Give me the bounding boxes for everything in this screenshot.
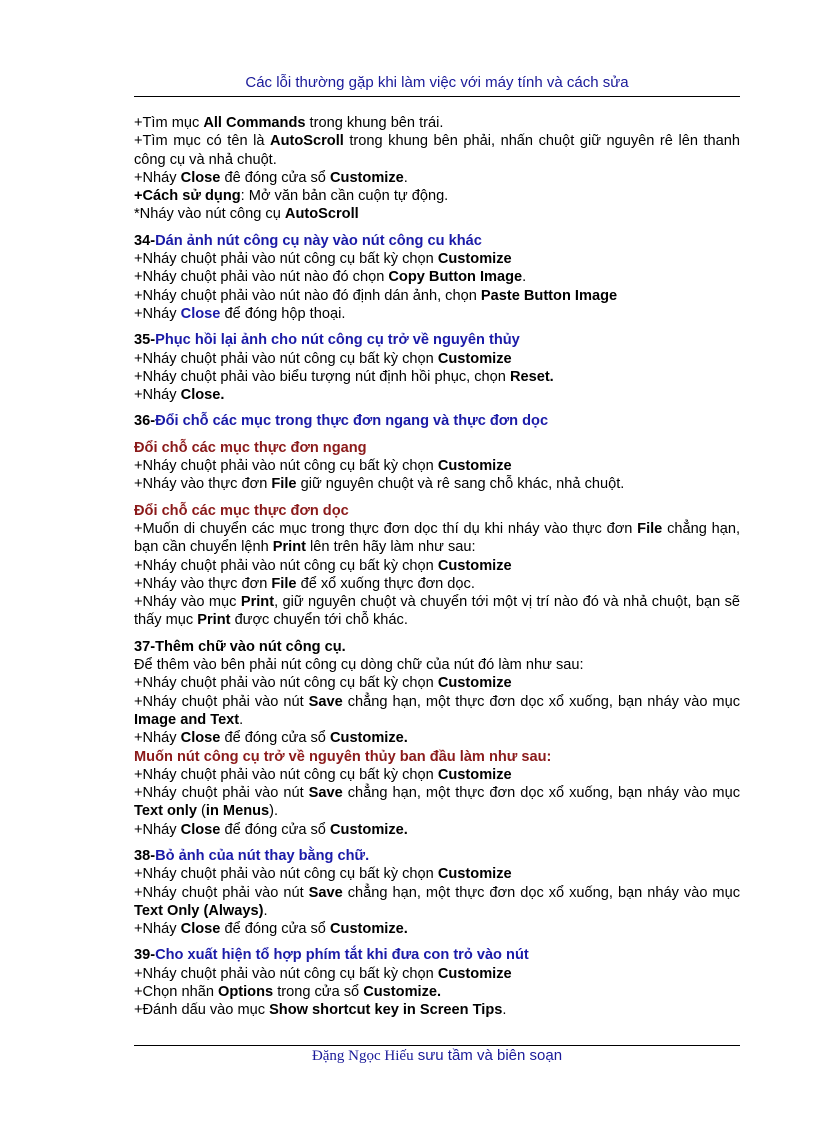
paragraph: +Nháy chuột phải vào biểu tượng nút định hồi phục, chọn Reset. [134, 368, 554, 385]
header-divider [134, 96, 740, 97]
paragraph: +Nháy chuột phải vào nút nào đó chọn Copy Button Image. [134, 269, 527, 286]
paragraph: +Nháy chuột phải vào nút công cụ bất kỳ chọn Customize [134, 458, 512, 475]
paragraph: +Tìm mục All Commands trong khung bên trái. [134, 115, 444, 131]
paragraph: +Nháy Close. [134, 387, 225, 404]
paragraph: +Cách sử dụng: Mở văn bản cần cuộn tự động. [134, 188, 449, 205]
paragraph: +Nháy chuột phải vào nút Save chẳng hạn, một thực đơn dọc xổ xuống, bạn nháy vào mục Image and Text. [134, 693, 740, 728]
paragraph: +Chọn nhãn Options trong cửa sổ Customize. [134, 984, 442, 1001]
paragraph: +Nháy Close để đóng cửa sổ Customize. [134, 821, 408, 838]
subheading: Đổi chỗ các mục thực đơn dọc [134, 502, 349, 519]
page-footer [134, 1047, 740, 1065]
paragraph: +Nháy chuột phải vào nút công cụ bất kỳ chọn Customize [134, 251, 512, 268]
paragraph: +Nháy chuột phải vào nút công cụ bất kỳ chọn Customize [134, 675, 512, 692]
document-body [134, 114, 740, 1020]
paragraph: +Nháy chuột phải vào nút Save chẳng hạn, một thực đơn dọc xổ xuống, bạn nháy vào mục Text only (in Menus). [134, 785, 740, 820]
footer-divider [134, 1045, 740, 1046]
paragraph: +Tìm mục có tên là AutoScroll trong khung bên phải, nhấn chuột giữ nguyên rê lên thanh công cụ và nhả chuột. [134, 133, 741, 168]
paragraph: +Nháy Close để đóng cửa sổ Customize. [134, 730, 408, 747]
paragraph: +Nháy chuột phải vào nút công cụ bất kỳ chọn Customize [134, 350, 512, 367]
paragraph: *Nháy vào nút công cụ AutoScroll [134, 206, 359, 223]
paragraph: +Nháy chuột phải vào nút Save chẳng hạn, một thực đơn dọc xổ xuống, bạn nháy vào mục Text Only (Always). [134, 884, 740, 919]
paragraph: +Nháy chuột phải vào nút công cụ bất kỳ chọn Customize [134, 965, 512, 982]
paragraph: Để thêm vào bên phải nút công cụ dòng chữ của nút đó làm như sau: [134, 657, 584, 674]
paragraph: +Nháy Close để đóng cửa sổ Customize. [134, 921, 408, 938]
paragraph: +Nháy vào mục Print, giữ nguyên chuột và chuyển tới một vị trí nào đó và nhả chuột, bạn sẽ thấy mục Print được chuyển tới chỗ khác. [134, 594, 740, 629]
paragraph: +Muốn di chuyển các mục trong thực đơn dọc thí dụ khi nháy vào thực đơn File chẳng hạn, bạn cần chuyển lệnh Print lên trên hãy làm như sau: [134, 520, 740, 556]
footer-note: sưu tầm và biên soạn [417, 1047, 563, 1064]
paragraph: +Nháy Close để đóng hộp thoại. [134, 305, 346, 322]
subheading: Muốn nút công cụ trở về nguyên thủy ban đầu làm như sau: [134, 748, 552, 765]
section-heading-35: 35-Phục hồi lại ảnh cho nút công cụ trở về nguyên thủy [134, 332, 520, 349]
paragraph: +Nháy vào thực đơn File giữ nguyên chuột và rê sang chỗ khác, nhả chuột. [134, 476, 625, 493]
section-heading-36: 36-Đổi chỗ các mục trong thực đơn ngang và thực đơn dọc [134, 413, 549, 430]
section-heading-37: 37-Thêm chữ vào nút công cụ. [134, 638, 346, 655]
footer-author: Đặng Ngọc Hiếu [311, 1048, 414, 1064]
paragraph: +Nháy Close đê đóng cửa sổ Customize. [134, 169, 408, 186]
paragraph: +Đánh dấu vào mục Show shortcut key in Screen Tips. [134, 1002, 507, 1019]
paragraph: +Nháy vào thực đơn File để xổ xuống thực đơn dọc. [134, 575, 475, 592]
paragraph: +Nháy chuột phải vào nút nào đó định dán ảnh, chọn Paste Button Image [134, 287, 618, 304]
section-heading-39: 39-Cho xuất hiện tổ hợp phím tắt khi đưa con trỏ vào nút [134, 947, 529, 964]
paragraph: +Nháy chuột phải vào nút công cụ bất kỳ chọn Customize [134, 866, 512, 883]
paragraph: +Nháy chuột phải vào nút công cụ bất kỳ chọn Customize [134, 557, 512, 574]
section-heading-34: 34-Dán ảnh nút công cụ này vào nút công cu khác [134, 232, 482, 249]
subheading: Đổi chỗ các mục thực đơn ngang [134, 439, 367, 456]
paragraph: +Nháy chuột phải vào nút công cụ bất kỳ chọn Customize [134, 766, 512, 783]
page-header: Các lỗi thường gặp khi làm việc với máy tính và cách sửa [245, 74, 629, 91]
section-heading-38: 38-Bỏ ảnh của nút thay bằng chữ. [134, 847, 370, 864]
